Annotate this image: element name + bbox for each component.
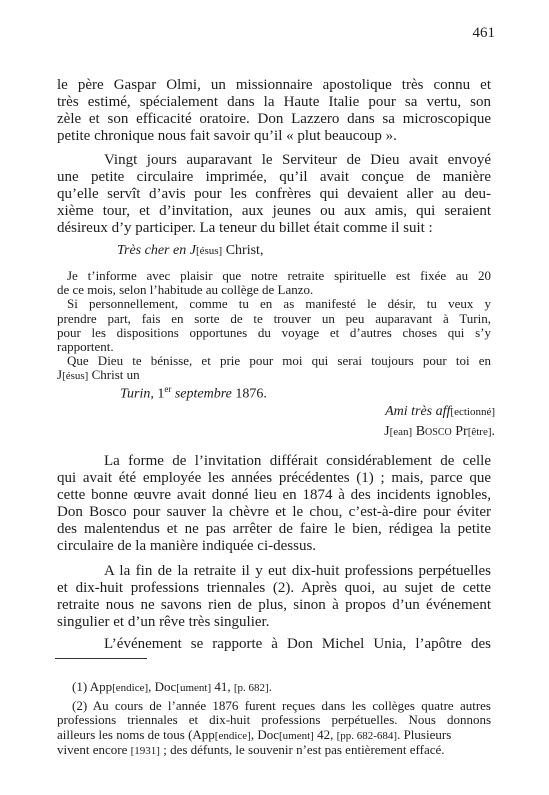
editorial-insert: [p. 682] — [233, 682, 269, 694]
footnote-rule — [55, 658, 147, 659]
editorial-insert: [ument] — [176, 682, 212, 694]
editorial-insert: [être] — [467, 426, 492, 438]
footnote-text: . — [268, 679, 272, 694]
footnote-2-line: (2) Au cours de l’année 1876 furent reçues dans les collèges quatre autres — [72, 698, 491, 714]
editorial-insert: [ean] — [389, 426, 413, 438]
closing-text: Ami très aff — [385, 404, 451, 419]
footnote-text: 42, — [313, 726, 337, 742]
editorial-insert: [1931] — [130, 744, 160, 757]
date-year: 1876. — [231, 386, 267, 402]
text-line: cette bonne œuvre avait donné lieu en 1874 à des incidents ignobles, — [57, 487, 491, 503]
paragraph-4 — [57, 563, 491, 631]
letter-text: J — [57, 367, 63, 383]
text-line: A la fin de la retraite il y eut dix-huit professions perpétuelles — [104, 563, 491, 579]
salutation-text: Christ, — [222, 243, 264, 258]
text-line: une petite circulaire imprimée, qu’il avait conçue de manière — [57, 169, 491, 185]
letter-date — [120, 384, 267, 403]
date-place: Turin, — [120, 386, 154, 402]
letter-text: Christ un — [88, 367, 140, 383]
text-line: qu’elle servît d’avis pour les confrères qui devaient aller au deu- — [57, 186, 491, 202]
page-number: 461 — [472, 25, 495, 41]
footnote-text: . Plusieurs — [397, 726, 452, 742]
editorial-insert: [ectionné] — [450, 406, 495, 418]
letter-salutation — [117, 243, 263, 259]
footnote-2-line — [57, 743, 491, 758]
letter-line: pour les dispositions opportunes du voyage et d’autres choses qui s’y — [57, 324, 491, 340]
text-line: des malentendus et ne pas arrêter de faire le bien, rédigea la petite — [57, 521, 491, 537]
letter-line: Que Dieu te bénisse, et prie pour moi qui serai toujours pour toi en — [67, 353, 491, 369]
letter-closing — [385, 404, 495, 420]
date-sup: er — [164, 384, 172, 394]
footnote-text: (1) App — [72, 679, 113, 694]
date-day: 1 — [153, 386, 165, 402]
text-line: xième tour, et d’invitation, aux jeunes ou aux amis, qui seraient — [57, 203, 491, 219]
footnote-2-line: professions triennales et dix-huit professions perpétuelles. Nous donnons — [57, 712, 491, 728]
footnote-text: vivent encore — [57, 741, 131, 757]
letter-line — [57, 368, 491, 383]
letter-line: prendre part, fais en sorte de te trouver un peu auparavant à Turin, — [57, 310, 491, 326]
text-line: le père Gaspar Olmi, un missionnaire apostolique très connu et — [57, 77, 491, 93]
signature-text: . — [491, 424, 495, 439]
editorial-insert: [pp. 682-684] — [336, 729, 398, 742]
paragraph-3 — [57, 453, 491, 555]
letter-line: de ce mois, selon l’habitude au collège de Lanzo. — [57, 282, 314, 298]
text-line: Vingt jours auparavant le Serviteur de Dieu avait envoyé — [104, 152, 491, 168]
footnote-2-line — [57, 728, 491, 743]
text-line: L’événement se rapporte à Don Michel Unia, l’apôtre des — [104, 636, 491, 652]
signature-text: J — [384, 424, 390, 439]
text-line: La forme de l’invitation différait considérablement de celle — [104, 453, 491, 469]
editorial-insert: [endice] — [214, 729, 251, 742]
text-line: zèle et son efficacité oratoire. Don Lazzero dans sa microscopique — [57, 111, 491, 127]
text-line: désireux d’y participer. La teneur du billet était comme il suit : — [57, 220, 433, 236]
signature-name: Bosco — [412, 424, 452, 439]
salutation-text: Très cher en J — [117, 243, 196, 258]
text-line: retraite nous ne savons rien de plus, sinon à propos d’un événement — [57, 597, 491, 613]
text-line: Don Bosco pour sauver la chèvre et le chou, c’est-à-dire pour éviter — [57, 504, 491, 520]
paragraph-5 — [57, 636, 491, 653]
letter-line: Si personnellement, comme tu en as manifesté le désir, tu veux y — [67, 296, 491, 312]
text-line: qui avait été employée les années précédentes (1) ; mais, parce que — [57, 470, 491, 486]
footnote-text: ailleurs les noms de tous (App — [57, 726, 215, 742]
footnote-text: 41, — [211, 679, 234, 694]
footnote-1 — [57, 680, 491, 695]
paragraph-1 — [57, 77, 491, 145]
text-line: et dix-huit professions triennales (2). Après quoi, au sujet de cette — [57, 580, 491, 596]
text-line: petite chronique nous fait savoir qu’il « plut beaucoup ». — [57, 128, 397, 144]
editorial-insert: [ument] — [279, 729, 314, 742]
text-line: très estimé, spécialement dans la Haute Italie pour sa vertu, son — [57, 94, 491, 110]
letter-body — [57, 269, 491, 384]
footnotes — [57, 680, 491, 758]
editorial-insert: [endice] — [112, 682, 149, 694]
footnote-text: , Doc — [148, 679, 177, 694]
text-line: singulier et d’un rêve très singulier. — [57, 614, 270, 630]
letter-line: Je t’informe avec plaisir que notre retraite spirituelle est fixée au 20 — [67, 268, 491, 283]
footnote-text: , Doc — [250, 726, 279, 742]
signature-text: Pr — [451, 424, 468, 439]
editorial-insert: [ésus] — [195, 245, 223, 257]
letter-signature — [384, 424, 495, 440]
paragraph-2 — [57, 152, 491, 237]
text-line: circulaire de la manière indiquée ci-dessus. — [57, 538, 317, 554]
letter-line: rapportent. — [57, 339, 114, 355]
date-month: septembre — [171, 386, 232, 402]
footnote-text: ; des défunts, le souvenir n’est pas entièrement effacé. — [159, 741, 445, 757]
editorial-insert: [ésus] — [62, 370, 89, 383]
